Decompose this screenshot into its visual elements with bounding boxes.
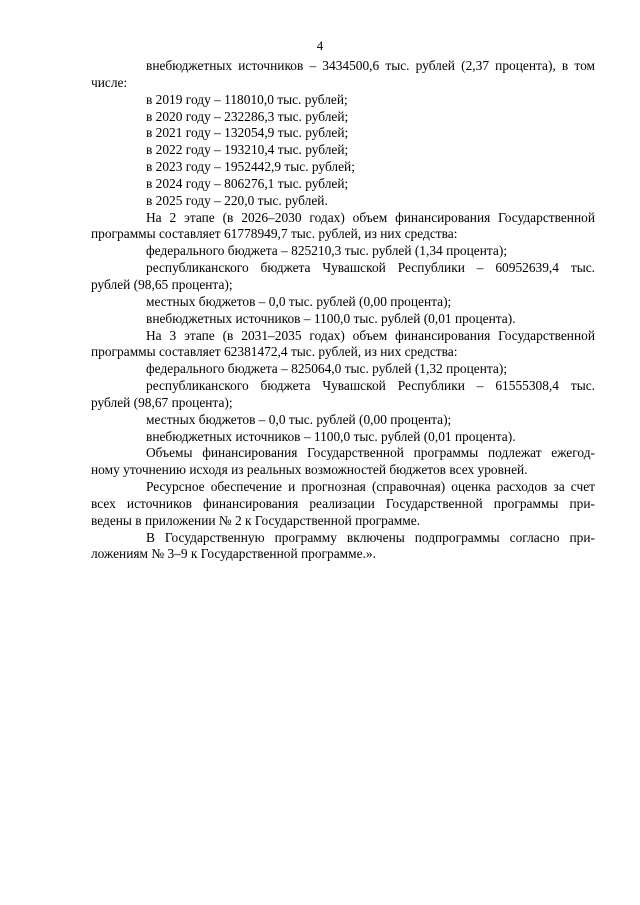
paragraph	[91, 479, 595, 530]
paragraph	[91, 92, 595, 109]
paragraph	[91, 159, 595, 176]
paragraph	[91, 361, 595, 378]
text-line: числе:	[91, 74, 128, 90]
paragraph	[91, 109, 595, 126]
text-line: Объемы финансирования Государственной программы подлежат ежегод-	[146, 445, 595, 461]
paragraph	[91, 412, 595, 429]
paragraph	[91, 125, 595, 142]
paragraph	[91, 142, 595, 159]
paragraph	[91, 176, 595, 193]
text-line: в 2021 году – 132054,9 тыс. рублей;	[146, 125, 349, 141]
text-line: внебюджетных источников – 3434500,6 тыс. рублей (2,37 процента), в том	[146, 58, 595, 73]
text-line: ведены в приложении № 2 к Государственной программе.	[91, 512, 421, 528]
paragraph	[91, 210, 595, 244]
page-number: 4	[316, 38, 324, 53]
text-line: в 2019 году – 118010,0 тыс. рублей;	[146, 91, 348, 107]
text-line: Ресурсное обеспечение и прогнозная (справочная) оценка расходов за счет	[146, 479, 595, 495]
paragraph	[91, 328, 595, 362]
text-line: республиканского бюджета Чувашской Республики – 61555308,4 тыс.	[146, 378, 595, 394]
paragraph	[91, 243, 595, 260]
text-line: программы составляет 61778949,7 тыс. рублей, из них средства:	[91, 226, 458, 242]
text-line: республиканского бюджета Чувашской Республики – 60952639,4 тыс.	[146, 260, 595, 276]
paragraph	[91, 294, 595, 311]
text-line: в 2023 году – 1952442,9 тыс. рублей;	[146, 159, 355, 175]
paragraph	[91, 429, 595, 446]
paragraph	[91, 260, 595, 294]
text-line: рублей (98,65 процента);	[91, 276, 233, 292]
text-line: федерального бюджета – 825210,3 тыс. рублей (1,34 процента);	[146, 243, 508, 259]
text-line: рублей (98,67 процента);	[91, 394, 233, 410]
paragraph	[91, 378, 595, 412]
text-line: внебюджетных источников – 1100,0 тыс. рублей (0,01 процента).	[146, 310, 516, 326]
text-line: в 2020 году – 232286,3 тыс. рублей;	[146, 108, 349, 124]
text-line: ному уточнению исходя из реальных возможностей бюджетов всех уровней.	[91, 462, 528, 478]
paragraph	[91, 445, 595, 479]
paragraph	[91, 530, 595, 564]
text-line: в 2022 году – 193210,4 тыс. рублей;	[146, 142, 349, 158]
text-line: всех источников финансирования реализации Государственной программы при-	[91, 495, 595, 511]
text-line: ложениям № 3–9 к Государственной программе.».	[91, 546, 376, 562]
paragraph	[91, 193, 595, 210]
text-line: местных бюджетов – 0,0 тыс. рублей (0,00 процента);	[146, 293, 452, 309]
text-line: программы составляет 62381472,4 тыс. рублей, из них средства:	[91, 344, 458, 360]
text-line: в 2025 году – 220,0 тыс. рублей.	[146, 192, 328, 208]
text-line: федерального бюджета – 825064,0 тыс. рублей (1,32 процента);	[146, 361, 508, 377]
text-line: внебюджетных источников – 1100,0 тыс. рублей (0,01 процента).	[146, 428, 516, 444]
text-line: местных бюджетов – 0,0 тыс. рублей (0,00 процента);	[146, 411, 452, 427]
text-line: в 2024 году – 806276,1 тыс. рублей;	[146, 175, 349, 191]
paragraph	[91, 58, 595, 92]
document-body	[91, 58, 595, 563]
text-line: В Государственную программу включены подпрограммы согласно при-	[146, 529, 595, 545]
text-line: На 2 этапе (в 2026–2030 годах) объем финансирования Государственной	[146, 209, 595, 225]
paragraph	[91, 311, 595, 328]
text-line: На 3 этапе (в 2031–2035 годах) объем финансирования Государственной	[146, 327, 595, 343]
